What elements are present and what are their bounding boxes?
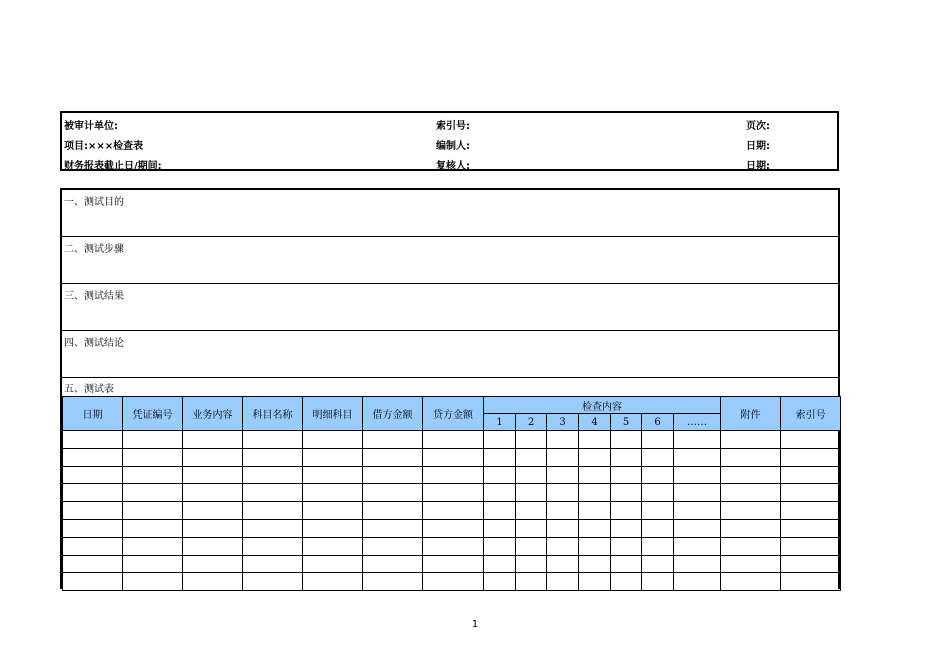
table-cell[interactable]	[547, 431, 579, 449]
table-cell[interactable]	[484, 466, 516, 484]
table-cell[interactable]	[303, 431, 363, 449]
table-cell[interactable]	[611, 519, 642, 537]
table-cell[interactable]	[674, 537, 721, 555]
date-label-2: 日期:	[746, 161, 770, 172]
table-cell[interactable]	[579, 573, 611, 591]
table-cell[interactable]	[516, 484, 547, 502]
table-cell[interactable]	[781, 484, 841, 502]
header-row-3	[62, 153, 837, 173]
table-cell[interactable]	[63, 448, 123, 466]
table-cell[interactable]	[484, 573, 516, 591]
table-cell[interactable]	[674, 431, 721, 449]
table-cell[interactable]	[642, 466, 674, 484]
table-cell[interactable]	[243, 502, 303, 520]
audited-unit-label: 被审计单位:	[64, 121, 118, 132]
section-test-table-title: 五、测试表	[64, 384, 114, 395]
table-cell[interactable]	[516, 519, 547, 537]
section-title: 四、测试结论	[64, 338, 124, 349]
table-cell[interactable]	[363, 573, 423, 591]
table-cell[interactable]	[63, 431, 123, 449]
table-cell[interactable]	[611, 573, 642, 591]
table-cell[interactable]	[423, 519, 484, 537]
table-cell[interactable]	[547, 573, 579, 591]
table-cell[interactable]	[63, 519, 123, 537]
table-cell[interactable]	[63, 555, 123, 573]
table-cell[interactable]	[423, 573, 484, 591]
workpaper-header	[60, 111, 839, 171]
table-cell[interactable]	[516, 448, 547, 466]
table-cell[interactable]	[642, 537, 674, 555]
section-test-steps	[62, 237, 838, 284]
col-attachment: 附件	[721, 397, 781, 431]
table-cell[interactable]	[674, 502, 721, 520]
table-cell[interactable]	[183, 484, 243, 502]
section-test-conclusion	[62, 331, 838, 378]
table-cell[interactable]	[642, 484, 674, 502]
check-item-6: 6	[642, 414, 674, 431]
table-cell[interactable]	[183, 502, 243, 520]
table-row	[63, 537, 841, 555]
table-cell[interactable]	[721, 502, 781, 520]
table-cell[interactable]	[484, 537, 516, 555]
table-cell[interactable]	[484, 431, 516, 449]
table-cell[interactable]	[721, 537, 781, 555]
col-credit: 贷方金额	[423, 397, 484, 431]
table-cell[interactable]	[123, 573, 183, 591]
table-row	[63, 448, 841, 466]
table-cell[interactable]	[363, 484, 423, 502]
project-label: 项目:×××检查表	[64, 141, 144, 152]
section-test-results	[62, 284, 838, 331]
table-cell[interactable]	[243, 448, 303, 466]
table-cell[interactable]	[781, 537, 841, 555]
table-cell[interactable]	[516, 573, 547, 591]
page-number: 1	[471, 619, 479, 630]
col-detail-account: 明细科目	[303, 397, 363, 431]
table-cell[interactable]	[183, 466, 243, 484]
table-cell[interactable]	[781, 431, 841, 449]
table-cell[interactable]	[243, 519, 303, 537]
col-index-no: 索引号	[781, 397, 841, 431]
table-cell[interactable]	[423, 484, 484, 502]
table-cell[interactable]	[243, 555, 303, 573]
table-cell[interactable]	[721, 555, 781, 573]
table-cell[interactable]	[63, 466, 123, 484]
table-cell[interactable]	[579, 555, 611, 573]
check-item-5: 5	[611, 414, 642, 431]
table-cell[interactable]	[363, 537, 423, 555]
table-cell[interactable]	[642, 448, 674, 466]
table-cell[interactable]	[781, 466, 841, 484]
table-cell[interactable]	[516, 466, 547, 484]
table-row	[63, 484, 841, 502]
table-cell[interactable]	[423, 502, 484, 520]
table-cell[interactable]	[579, 484, 611, 502]
table-cell[interactable]	[63, 573, 123, 591]
table-cell[interactable]	[243, 573, 303, 591]
header-row-2	[62, 133, 837, 153]
col-account: 科目名称	[243, 397, 303, 431]
table-cell[interactable]	[721, 448, 781, 466]
table-cell[interactable]	[423, 448, 484, 466]
table-cell[interactable]	[423, 466, 484, 484]
table-row	[63, 555, 841, 573]
table-cell[interactable]	[674, 555, 721, 573]
table-cell[interactable]	[183, 555, 243, 573]
table-cell[interactable]	[363, 431, 423, 449]
table-cell[interactable]	[516, 431, 547, 449]
table-cell[interactable]	[579, 466, 611, 484]
table-row	[63, 573, 841, 591]
table-cell[interactable]	[642, 431, 674, 449]
table-cell[interactable]	[674, 519, 721, 537]
table-cell[interactable]	[243, 484, 303, 502]
table-cell[interactable]	[579, 448, 611, 466]
table-row	[63, 519, 841, 537]
table-cell[interactable]	[781, 519, 841, 537]
table-cell[interactable]	[611, 484, 642, 502]
check-item-3: 3	[547, 414, 579, 431]
table-cell[interactable]	[674, 466, 721, 484]
table-cell[interactable]	[123, 431, 183, 449]
col-date: 日期	[63, 397, 123, 431]
table-cell[interactable]	[303, 448, 363, 466]
table-cell[interactable]	[183, 519, 243, 537]
table-cell[interactable]	[516, 537, 547, 555]
section-title: 一、测试目的	[64, 197, 124, 208]
table-cell[interactable]	[484, 484, 516, 502]
table-cell[interactable]	[781, 555, 841, 573]
table-cell[interactable]	[243, 466, 303, 484]
table-cell[interactable]	[303, 466, 363, 484]
table-cell[interactable]	[303, 502, 363, 520]
check-item-2: 2	[516, 414, 547, 431]
col-business: 业务内容	[183, 397, 243, 431]
table-cell[interactable]	[63, 502, 123, 520]
table-cell[interactable]	[363, 502, 423, 520]
table-cell[interactable]	[721, 431, 781, 449]
table-cell[interactable]	[547, 519, 579, 537]
table-cell[interactable]	[123, 519, 183, 537]
header-row-1	[62, 113, 837, 133]
table-cell[interactable]	[674, 573, 721, 591]
table-cell[interactable]	[183, 573, 243, 591]
table-cell[interactable]	[243, 431, 303, 449]
table-cell[interactable]	[123, 502, 183, 520]
table-cell[interactable]	[642, 519, 674, 537]
table-cell[interactable]	[781, 502, 841, 520]
table-cell[interactable]	[547, 555, 579, 573]
table-cell[interactable]	[611, 431, 642, 449]
table-cell[interactable]	[547, 502, 579, 520]
col-voucher-no: 凭证编号	[123, 397, 183, 431]
table-cell[interactable]	[183, 431, 243, 449]
section-test-objective	[62, 190, 838, 237]
table-cell[interactable]	[642, 555, 674, 573]
test-table	[62, 396, 841, 591]
table-cell[interactable]	[721, 573, 781, 591]
table-header-row-1	[63, 397, 841, 414]
table-cell[interactable]	[363, 519, 423, 537]
reviewer-label: 复核人:	[436, 161, 470, 172]
table-cell[interactable]	[516, 555, 547, 573]
table-cell[interactable]	[547, 537, 579, 555]
table-cell[interactable]	[123, 537, 183, 555]
table-cell[interactable]	[547, 466, 579, 484]
table-cell[interactable]	[363, 555, 423, 573]
table-cell[interactable]	[611, 448, 642, 466]
table-cell[interactable]	[183, 448, 243, 466]
table-cell[interactable]	[423, 537, 484, 555]
col-debit: 借方金额	[363, 397, 423, 431]
table-cell[interactable]	[579, 431, 611, 449]
table-cell[interactable]	[781, 573, 841, 591]
table-cell[interactable]	[579, 519, 611, 537]
table-cell[interactable]	[303, 573, 363, 591]
table-cell[interactable]	[484, 502, 516, 520]
table-cell[interactable]	[611, 555, 642, 573]
table-cell[interactable]	[781, 448, 841, 466]
check-item-more: ……	[674, 414, 721, 431]
period-label: 财务报表截止日/期间:	[64, 161, 162, 172]
table-cell[interactable]	[63, 537, 123, 555]
table-cell[interactable]	[484, 448, 516, 466]
table-cell[interactable]	[423, 555, 484, 573]
table-cell[interactable]	[579, 502, 611, 520]
table-cell[interactable]	[674, 448, 721, 466]
table-cell[interactable]	[642, 502, 674, 520]
table-row	[63, 502, 841, 520]
table-cell[interactable]	[674, 484, 721, 502]
col-check-content: 检查内容	[484, 397, 721, 414]
table-cell[interactable]	[547, 448, 579, 466]
table-cell[interactable]	[484, 519, 516, 537]
table-cell[interactable]	[579, 537, 611, 555]
table-cell[interactable]	[183, 537, 243, 555]
check-item-1: 1	[484, 414, 516, 431]
table-cell[interactable]	[721, 519, 781, 537]
date-label-1: 日期:	[746, 141, 770, 152]
workpaper-body	[60, 188, 840, 589]
index-no-label: 索引号:	[436, 121, 470, 132]
table-cell[interactable]	[363, 448, 423, 466]
table-cell[interactable]	[547, 484, 579, 502]
table-cell[interactable]	[303, 519, 363, 537]
table-cell[interactable]	[123, 555, 183, 573]
page-label: 页次:	[746, 121, 770, 132]
table-cell[interactable]	[123, 484, 183, 502]
table-cell[interactable]	[611, 537, 642, 555]
table-row	[63, 431, 841, 449]
table-cell[interactable]	[243, 537, 303, 555]
table-cell[interactable]	[516, 502, 547, 520]
table-cell[interactable]	[721, 484, 781, 502]
preparer-label: 编制人:	[436, 141, 470, 152]
section-title: 二、测试步骤	[64, 244, 124, 255]
table-cell[interactable]	[363, 466, 423, 484]
table-cell[interactable]	[303, 484, 363, 502]
table-cell[interactable]	[611, 466, 642, 484]
table-cell[interactable]	[303, 537, 363, 555]
table-cell[interactable]	[123, 466, 183, 484]
table-cell[interactable]	[63, 484, 123, 502]
table-cell[interactable]	[303, 555, 363, 573]
table-cell[interactable]	[721, 466, 781, 484]
check-item-4: 4	[579, 414, 611, 431]
table-cell[interactable]	[611, 502, 642, 520]
table-cell[interactable]	[423, 431, 484, 449]
table-cell[interactable]	[484, 555, 516, 573]
section-title: 三、测试结果	[64, 291, 124, 302]
table-cell[interactable]	[642, 573, 674, 591]
table-row	[63, 466, 841, 484]
table-cell[interactable]	[123, 448, 183, 466]
